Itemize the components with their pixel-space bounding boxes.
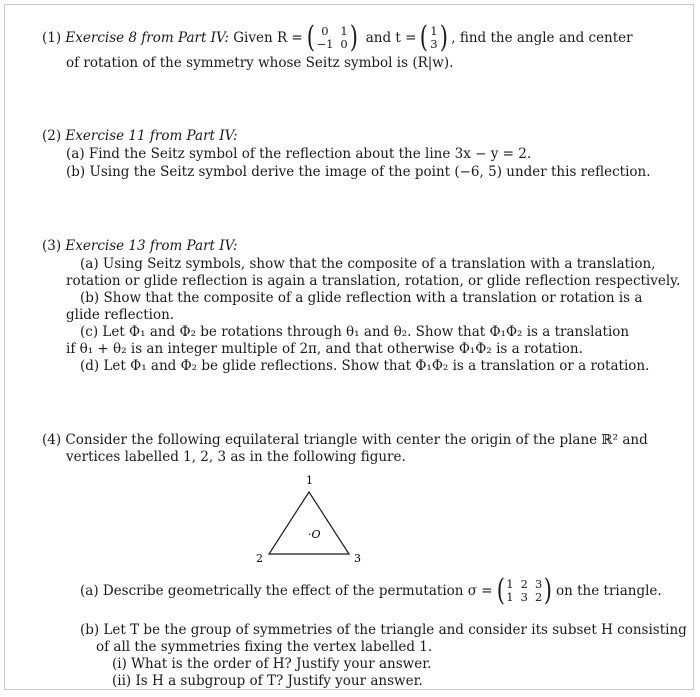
problem-4-part-b-line: (b) Let T be the group of symmetries of the triangle and consider its subset H consisting bbox=[80, 622, 687, 638]
problem-4-part-b-i: (i) What is the order of H? Justify your answer. bbox=[112, 656, 432, 672]
permutation-sigma: ( 1 2 3 1 3 2 ) bbox=[496, 573, 553, 608]
problem-4-intro-text: Consider the following equilateral triangle with center the origin of the plane ℝ² and bbox=[65, 432, 648, 448]
problem-4-number: (4) bbox=[42, 432, 62, 448]
problem-1-given: Given R = bbox=[233, 29, 303, 46]
problem-3-line: (c) Let Φ₁ and Φ₂ be rotations through θ₁ and θ₂. Show that Φ₁Φ₂ is a translation bbox=[80, 324, 630, 340]
matrix-R-cell: 1 bbox=[340, 24, 348, 38]
vector-t: ( 1 3 ) bbox=[420, 20, 448, 55]
problem-3-line: if θ₁ + θ₂ is an integer multiple of 2π, and that otherwise Φ₁Φ₂ is a rotation. bbox=[66, 341, 583, 357]
problem-3-number: (3) bbox=[42, 238, 62, 254]
equilateral-triangle bbox=[269, 492, 349, 554]
vertex-label-3: 3 bbox=[354, 552, 361, 565]
perm-cell: 3 bbox=[520, 590, 528, 604]
problem-1-line-2: of rotation of the symmetry whose Seitz symbol is (R|w). bbox=[66, 55, 454, 71]
problem-2-header bbox=[42, 128, 238, 145]
problem-1-and-t: and t = bbox=[365, 29, 417, 46]
problem-1-number: (1) bbox=[42, 29, 62, 46]
problem-4-part-b-line: of all the symmetries fixing the vertex labelled 1. bbox=[96, 639, 433, 655]
vertex-label-2: 2 bbox=[256, 552, 263, 565]
problem-3-line: rotation or glide reflection is again a translation, rotation, or glide reflection respectively. bbox=[66, 273, 681, 289]
perm-cell: 1 bbox=[506, 577, 514, 591]
perm-cell: 1 bbox=[506, 590, 514, 604]
problem-3-line: (d) Let Φ₁ and Φ₂ be glide reflections. Show that Φ₁Φ₂ is a translation or a rotation. bbox=[80, 358, 650, 374]
vertex-label-1: 1 bbox=[306, 474, 313, 487]
problem-2-part-b: (b) Using the Seitz symbol derive the image of the point (−6, 5) under this reflection. bbox=[66, 164, 651, 180]
matrix-R: ( 0 1 −1 0 ) bbox=[306, 20, 358, 55]
center-label-O: ·O bbox=[308, 528, 321, 541]
problem-1-find: , find the angle and center bbox=[451, 29, 633, 46]
perm-cell: 2 bbox=[534, 590, 543, 604]
problem-4-intro-1 bbox=[42, 432, 648, 449]
problem-2-number: (2) bbox=[42, 128, 62, 144]
problem-1-source: Exercise 8 from Part IV: bbox=[65, 29, 229, 46]
problem-2-part-a: (a) Find the Seitz symbol of the reflection about the line 3x − y = 2. bbox=[66, 146, 532, 162]
problem-1-line-1 bbox=[42, 20, 633, 55]
matrix-R-cell: −1 bbox=[316, 37, 334, 51]
problem-4-part-a-text: (a) Describe geometrically the effect of the permutation σ = bbox=[80, 582, 493, 599]
problem-3-header bbox=[42, 238, 238, 255]
triangle-figure bbox=[252, 470, 382, 566]
perm-cell: 2 bbox=[520, 577, 528, 591]
problem-3-line: (a) Using Seitz symbols, show that the composite of a translation with a translation, bbox=[80, 256, 656, 272]
problem-2-source: Exercise 11 from Part IV: bbox=[65, 128, 238, 144]
problem-4-part-a bbox=[80, 573, 662, 608]
problem-4-part-b-ii: (ii) Is H a subgroup of T? Justify your answer. bbox=[112, 673, 423, 689]
problem-3-line: (b) Show that the composite of a glide reflection with a translation or rotation is a bbox=[80, 290, 643, 306]
problem-4-intro-2: vertices labelled 1, 2, 3 as in the following figure. bbox=[66, 449, 406, 465]
matrix-R-cell: 0 bbox=[321, 24, 329, 38]
matrix-R-cell: 0 bbox=[340, 37, 348, 51]
problem-3-source: Exercise 13 from Part IV: bbox=[65, 238, 238, 254]
problem-4-part-a-tail: on the triangle. bbox=[556, 582, 662, 599]
vector-t-cell: 3 bbox=[430, 37, 438, 51]
problem-3-line: glide reflection. bbox=[66, 307, 175, 323]
perm-cell: 3 bbox=[534, 577, 543, 591]
vector-t-cell: 1 bbox=[430, 24, 438, 38]
